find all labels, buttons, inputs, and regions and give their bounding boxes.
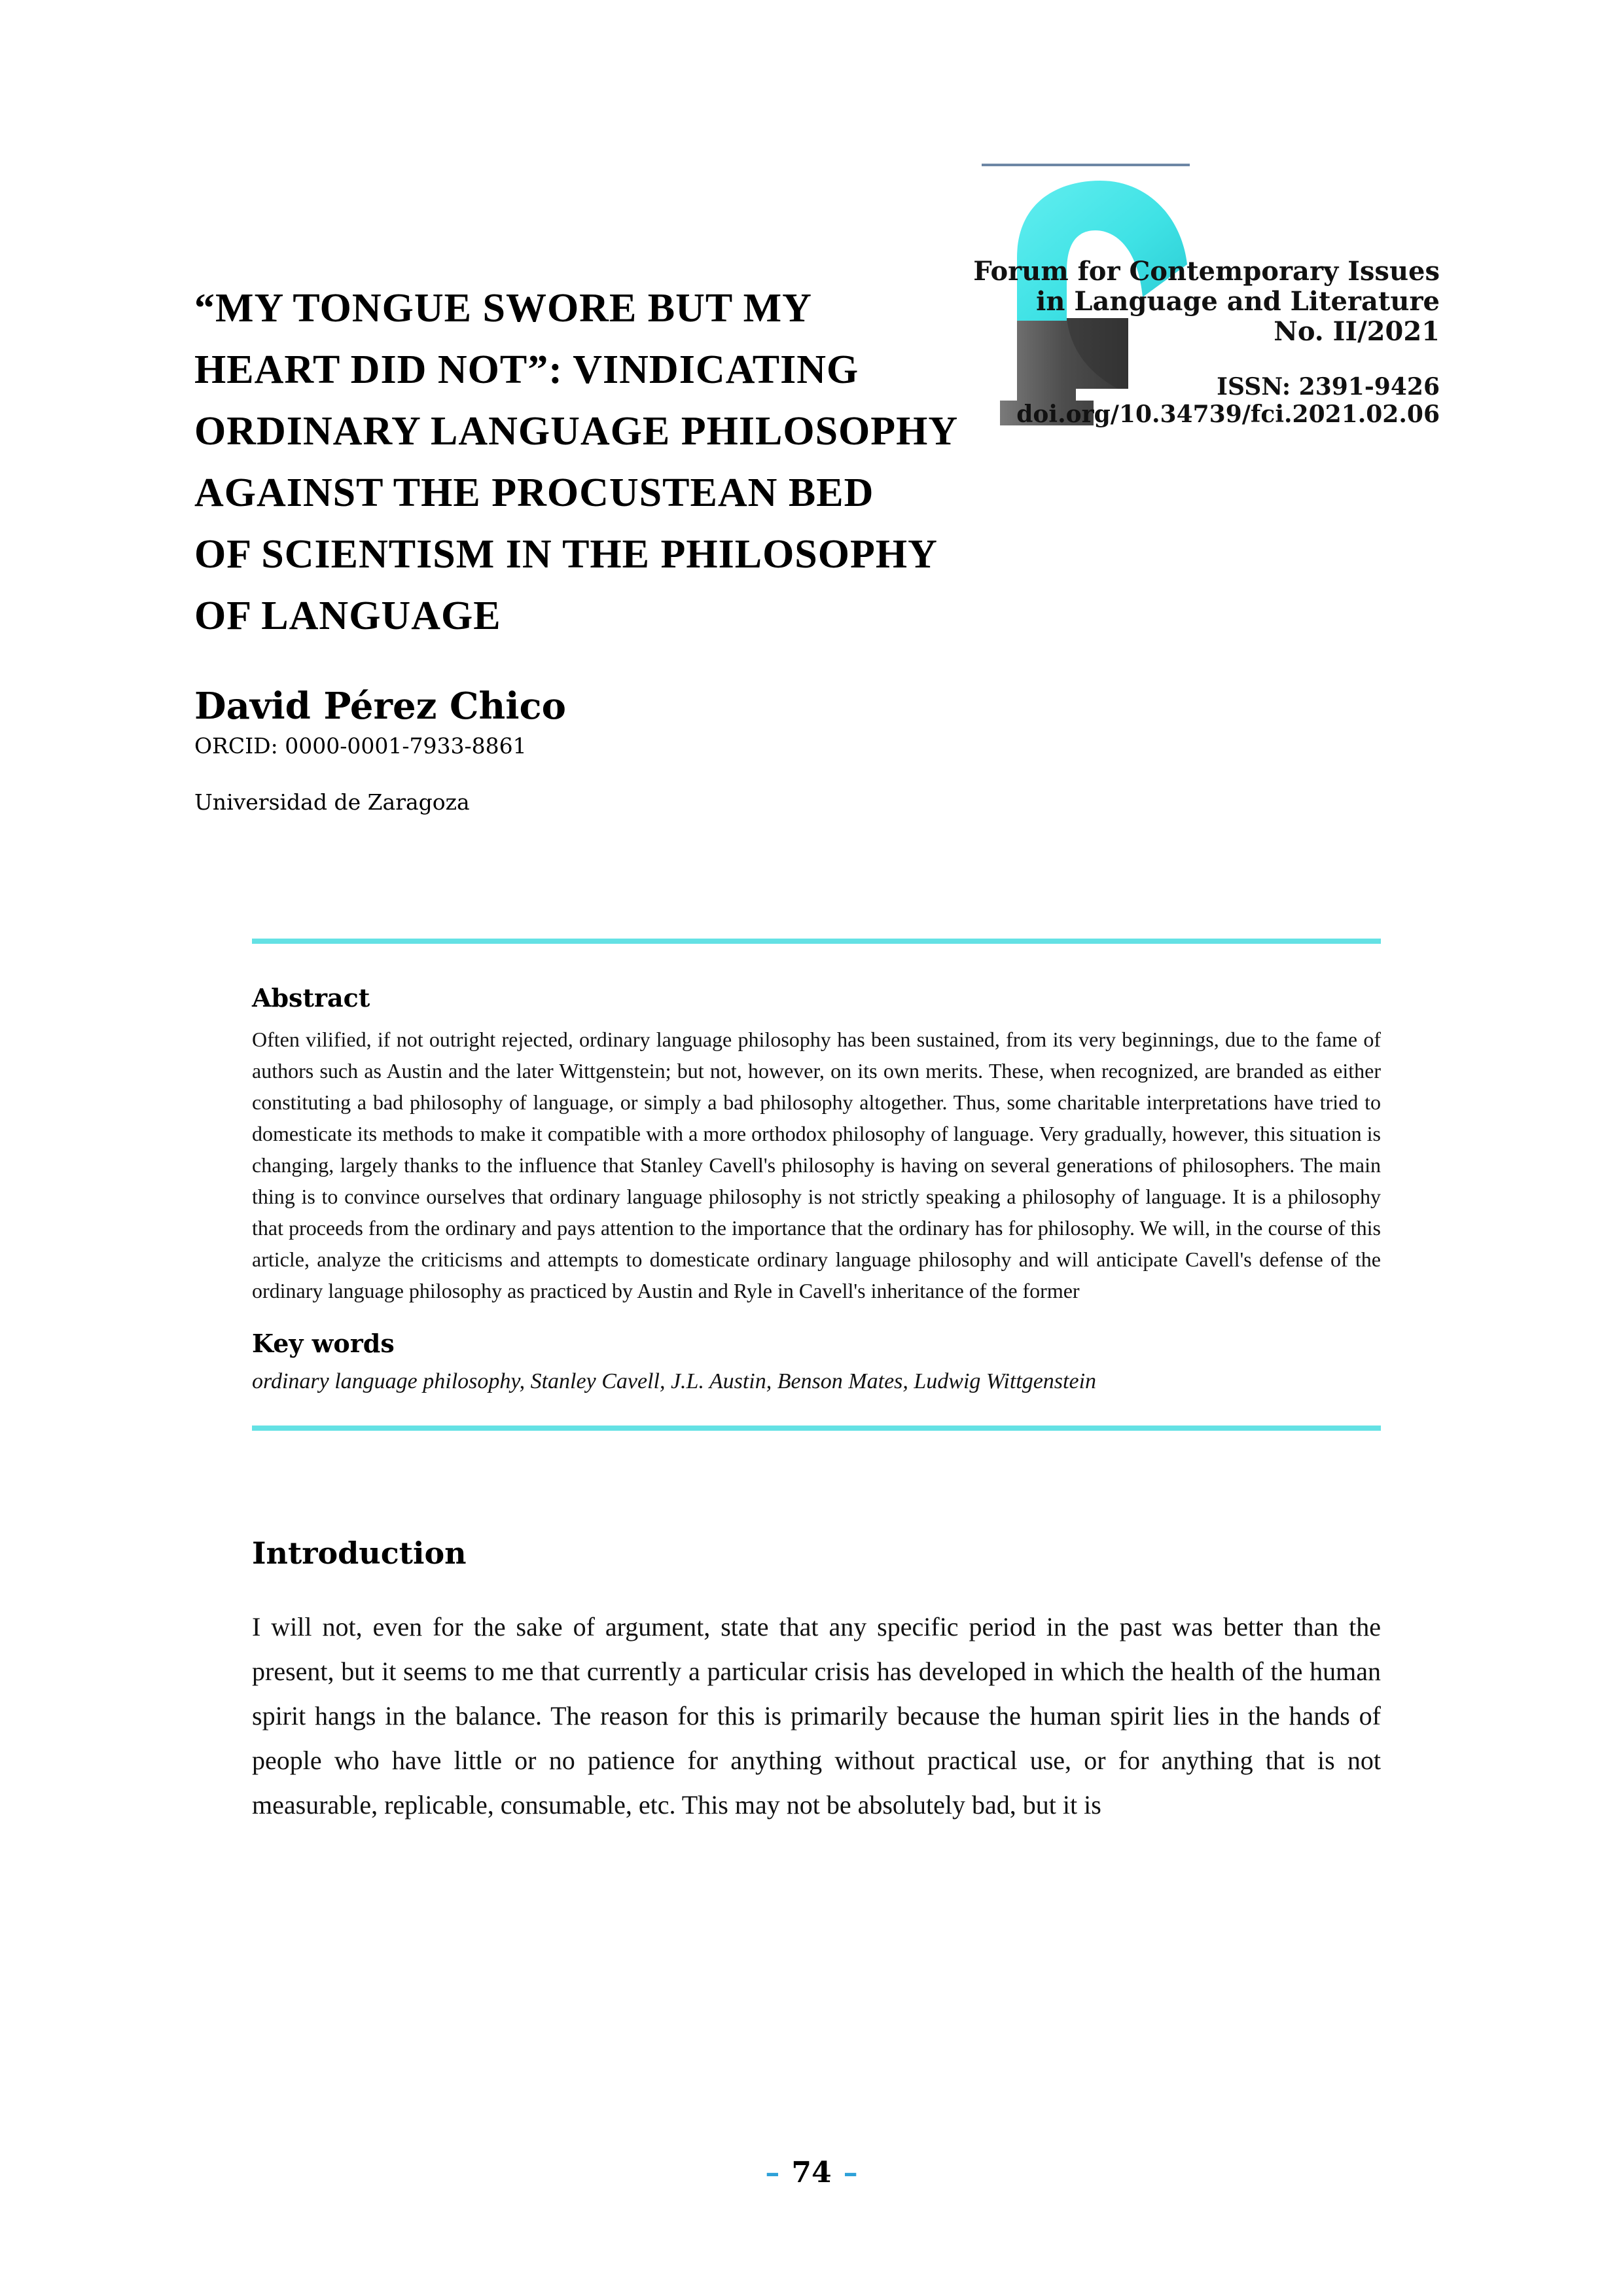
keywords-heading: Key words (252, 1329, 395, 1358)
introduction-heading: Introduction (252, 1535, 467, 1571)
article-body-column (252, 939, 1381, 1827)
page-number: 74 (791, 2156, 832, 2189)
journal-name-line2: in Language and Literature (1036, 286, 1440, 317)
footer-right-dash: – (843, 2156, 858, 2189)
author-affiliation: Universidad de Zaragoza (194, 789, 470, 815)
section-rule-top (252, 939, 1381, 944)
abstract-text: Often vilified, if not outright rejected, ordinary language philosophy has been sustained, from its very beginnings, due to the fame of authors such as Austin and the later Wittgenstein; but not, however, on its own merits. These, when recognized, are branded as either constituting a bad philosophy of language, or simply a bad philosophy altogether. Thus, some charitable interpretations have tried to domesticate its methods to make it compatible with a more orthodox philosophy of language. Very gradually, however, this situation is changing, largely thanks to the influence that Stanley Cavell's philosophy is having on several generations of philosophers. The main thing is to convince ourselves that ordinary language philosophy is not strictly speaking a philosophy of language. It is a philosophy that proceeds from the ordinary and pays attention to the importance that the ordinary has for philosophy. We will, in the course of this article, analyze the criticisms and attempts to domesticate ordinary language philosophy and will anticipate Cavell's defense of the ordinary language philosophy as practiced by Austin and Ryle in Cavell's inheritance of the former (252, 1028, 1381, 1302)
header-divider-line (982, 164, 1190, 166)
title-line: OF LANGUAGE (194, 593, 501, 638)
title-line: OF SCIENTISM IN THE PHILOSOPHY (194, 531, 938, 577)
author-orcid[interactable]: ORCID: 0000-0001-7933-8861 (194, 733, 527, 759)
abstract-heading: Abstract (252, 983, 370, 1013)
footer-left-dash: – (765, 2156, 780, 2189)
journal-masthead (942, 257, 1440, 428)
article-title (194, 278, 973, 647)
page-footer (0, 2156, 1623, 2189)
journal-name-line1: Forum for Contemporary Issues (973, 256, 1440, 287)
title-line: ORDINARY LANGUAGE PHILOSOPHY (194, 408, 959, 454)
journal-issue: No. II/2021 (1274, 316, 1440, 347)
author-block (194, 686, 980, 816)
title-line: AGAINST THE PROCUSTEAN BED (194, 470, 874, 515)
keywords-text: ordinary language philosophy, Stanley Cavell, J.L. Austin, Benson Mates, Ludwig Wittgenstein (252, 1369, 1097, 1393)
title-line: HEART DID NOT”: VINDICATING (194, 347, 859, 392)
journal-doi-link[interactable]: doi.org/10.34739/fci.2021.02.06 (1016, 401, 1440, 428)
introduction-text: I will not, even for the sake of argument, state that any specific period in the past was better than the present, but it seems to me that currently a particular crisis has developed in which the health of the human spirit hangs in the balance. The reason for this is primarily because the human spirit lies in the hands of people who have little or no patience for anything without practical use, or for anything that is not measurable, replicable, consumable, etc. This may not be absolutely bad, but it is (252, 1612, 1381, 1820)
title-line: “MY TONGUE SWORE BUT MY (194, 285, 812, 331)
section-rule-bottom (252, 1426, 1381, 1431)
author-name: David Pérez Chico (194, 685, 566, 728)
journal-issn: ISSN: 2391-9426 (1217, 373, 1440, 401)
